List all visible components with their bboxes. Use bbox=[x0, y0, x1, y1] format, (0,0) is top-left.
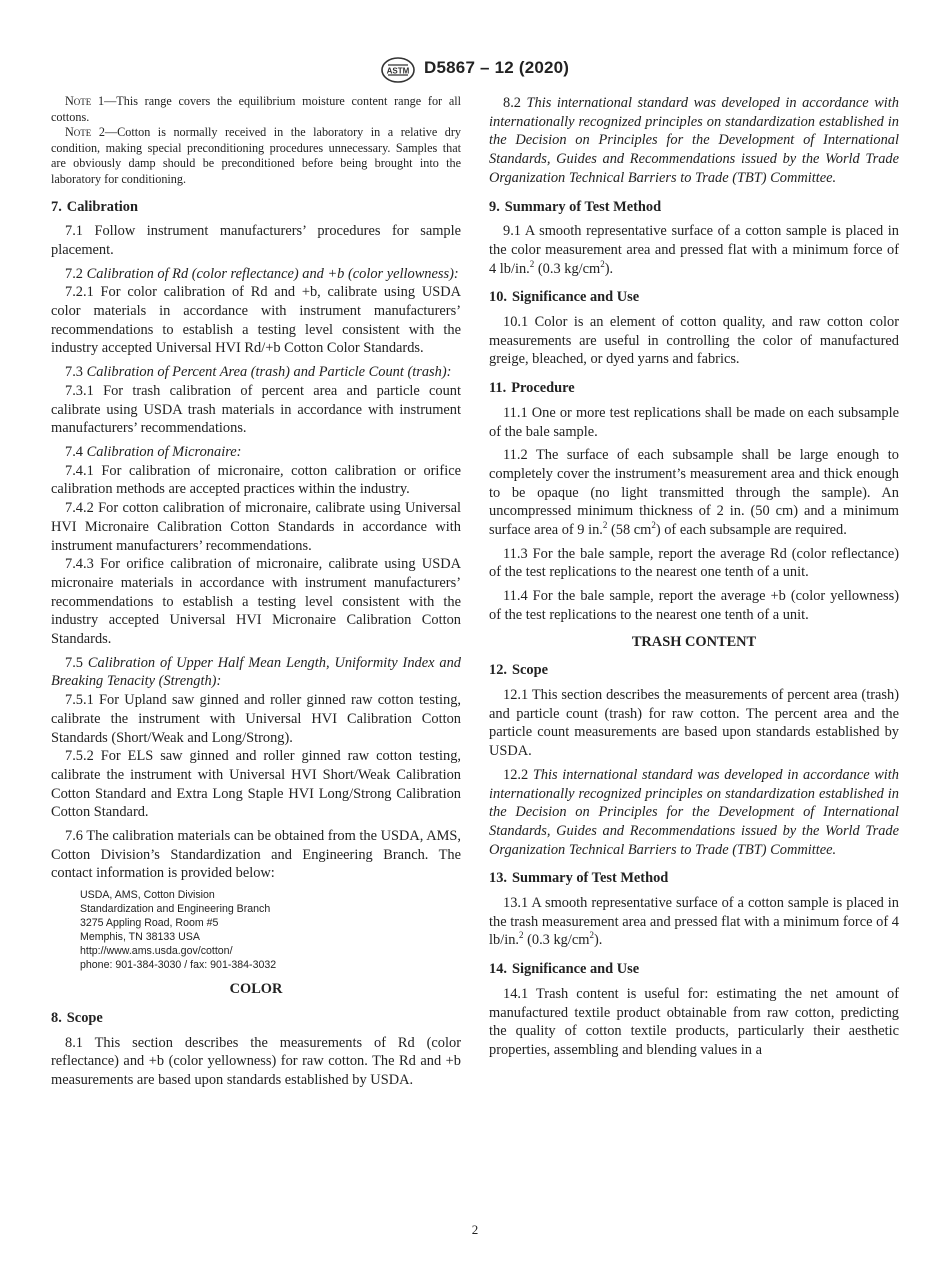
para-8-1: 8.1 This section describes the measurements of Rd (color reflectance) and +b (color yellowness) for raw cotton. The Rd and +b measurements are based upon standards established by USDA. bbox=[51, 1034, 461, 1088]
section-10-heading: 10. Significance and Use bbox=[489, 289, 640, 306]
para-12-1: 12.1 This section describes the measurements of percent area (trash) and particle count (trash) for raw cotton. The percent area and the particle count measurements are based upon standards established by USDA. bbox=[489, 686, 899, 760]
page-number: 2 bbox=[471, 1222, 479, 1237]
para-7-3: 7.3 Calibration of Percent Area (trash) and Particle Count (trash): bbox=[65, 364, 452, 381]
note-1: Note 1—This range covers the equilibrium moisture content range for all cottons. bbox=[51, 94, 461, 124]
section-7-heading: 7. Calibration bbox=[51, 198, 138, 215]
para-7-6: 7.6 The calibration materials can be obtained from the USDA, AMS, Cotton Division’s Standardization and Engineering Branch. The contact information is provided below: bbox=[51, 828, 461, 882]
para-7-5: 7.5 Calibration of Upper Half Mean Length, Uniformity Index and Breaking Tenacity (Strength): bbox=[51, 654, 461, 690]
section-9-heading: 9. Summary of Test Method bbox=[489, 198, 662, 215]
address-url[interactable]: http://www.ams.usda.gov/cotton/ bbox=[80, 945, 233, 958]
address-line: Standardization and Engineering Branch bbox=[80, 903, 271, 916]
para-7-4-3: 7.4.3 For orifice calibration of micronaire, calibrate using USDA micronaire materials in accordance with instrument manufacturers’ recommendations to establish a testing level consistent with the industry accepted Universal HVI Micronaire Calibration Cotton Standards. bbox=[51, 556, 461, 648]
para-9-1: 9.1 A smooth representative surface of a cotton sample is placed in the color measurement area and pressed flat with a minimum force of 4 lb/in.$^2$ (0.3 $kg/cm^2$). bbox=[489, 223, 899, 277]
para-7-2: 7.2 Calibration of Rd (color reflectance) and +b (color yellowness): bbox=[65, 265, 459, 282]
left-column bbox=[51, 94, 461, 1090]
para-11-4: 11.4 For the bale sample, report the average +b (color yellowness) of the test replications to the nearest one tenth of a unit. bbox=[489, 588, 899, 623]
para-11-2: 11.2 The surface of each subsample shall be large enough to completely cover the instrument’s measurement area and thick enough to be opaque (no light transmitted through the sample). An uncompressed minimum thickness of 2 in. (50 cm) and a minimum surface area of 9 in.$^2$ (58 $cm^2$) of each subsample are required. bbox=[489, 447, 899, 539]
para-12-2: 12.2 This international standard was developed in accordance with internationally recognized principles on standardization established in the Decision on Principles for the Development of International Standards, Guides and Recommendations issued by the World Trade Organization Technical Barriers to Trade (TBT) Committee. bbox=[489, 766, 899, 858]
para-14-1: 14.1 Trash content is useful for: estimating the net amount of manufactured textile product obtainable from raw cotton, predicting the quality of cotton textile products, particularly their aesthetic properties, assembling and blending values in a bbox=[489, 985, 899, 1058]
page-header bbox=[0, 56, 950, 86]
para-7-1: 7.1 Follow instrument manufacturers’ procedures for sample placement. bbox=[51, 223, 461, 258]
section-13-heading: 13. Summary of Test Method bbox=[489, 870, 669, 887]
address-line: Memphis, TN 38133 USA bbox=[80, 931, 200, 944]
para-8-2: 8.2 This international standard was developed in accordance with internationally recognized principles on standardization established in the Decision on Principles for the Development of International Standards, Guides and Recommendations issued by the World Trade Organization Technical Barriers to Trade (TBT) Committee. bbox=[489, 95, 899, 186]
address-phone: phone: 901-384-3030 / fax: 901-384-3032 bbox=[80, 959, 277, 972]
para-13-1: 13.1 A smooth representative surface of a cotton sample is placed in the trash measurement area and pressed flat with a minimum force of 4 lb/in.$^2$ (0.3 $kg/cm^2$). bbox=[489, 895, 899, 949]
section-8-heading: 8. Scope bbox=[51, 1009, 103, 1026]
para-10-1: 10.1 Color is an element of cotton quality, and raw cotton color measurements are useful in controlling the color of manufactured greige, bleached, or dyed yarns and fabrics. bbox=[489, 314, 899, 368]
right-column bbox=[489, 94, 899, 1060]
para-11-1: 11.1 One or more test replications shall be made on each subsample of the bale sample. bbox=[489, 404, 899, 440]
address-line: USDA, AMS, Cotton Division bbox=[80, 889, 215, 902]
para-7-4-1: 7.4.1 For calibration of micronaire, cotton calibration or orifice calibration methods are accepted practices within the industry. bbox=[51, 462, 461, 498]
para-7-5-1: 7.5.1 For Upland saw ginned and roller ginned raw cotton testing, calibrate the instrument with Universal HVI Calibration Cotton Standards (Short/Weak and Long/Strong). bbox=[51, 692, 461, 746]
trash-content-heading: TRASH CONTENT bbox=[631, 633, 757, 650]
address-line: 3275 Appling Road, Room #5 bbox=[80, 917, 219, 930]
color-heading: COLOR bbox=[229, 981, 283, 998]
contact-address bbox=[80, 888, 461, 972]
section-11-heading: 11. Procedure bbox=[489, 380, 575, 397]
astm-logo-icon bbox=[380, 56, 416, 84]
para-7-4: 7.4 Calibration of Micronaire: bbox=[65, 444, 242, 460]
svg-text:ASTM: ASTM bbox=[386, 66, 410, 76]
note-2: Note 2—Cotton is normally received in the laboratory in a relative dry condition, making special preconditioning procedures unnecessary. Samples that are obviously damp should be preconditioned before being brought into the laboratory for conditioning. bbox=[51, 125, 462, 186]
section-14-heading: 14. Significance and Use bbox=[489, 961, 640, 978]
para-7-5-2: 7.5.2 For ELS saw ginned and roller ginned raw cotton testing, calibrate the instrument with Universal HVI Short/Weak Calibration Cotton Standard and Extra Long Staple HVI Long/Strong Calibration Cotton Standard. bbox=[51, 748, 461, 821]
document-id: D5867 – 12 (2020) bbox=[424, 58, 570, 77]
para-11-3: 11.3 For the bale sample, report the average Rd (color reflectance) of the test replications to the nearest one tenth of a unit. bbox=[489, 545, 899, 581]
para-7-2-1: 7.2.1 For color calibration of Rd and +b, calibrate using USDA color materials in accordance with instrument manufacturers’ recommendations to establish a testing level consistent with the industry accepted Universal HVI Rd/+b Cotton Color Standards. bbox=[51, 284, 461, 357]
para-7-4-2: 7.4.2 For cotton calibration of micronaire, calibrate using Universal HVI Micronaire Calibration Cotton Standards in accordance with instrument manufacturers’ recommendations. bbox=[51, 500, 461, 554]
para-7-3-1: 7.3.1 For trash calibration of percent area and particle count calibrate using USDA trash materials in accordance with instrument manufacturers’ recommendations. bbox=[51, 382, 461, 437]
section-12-heading: 12. Scope bbox=[489, 662, 548, 679]
